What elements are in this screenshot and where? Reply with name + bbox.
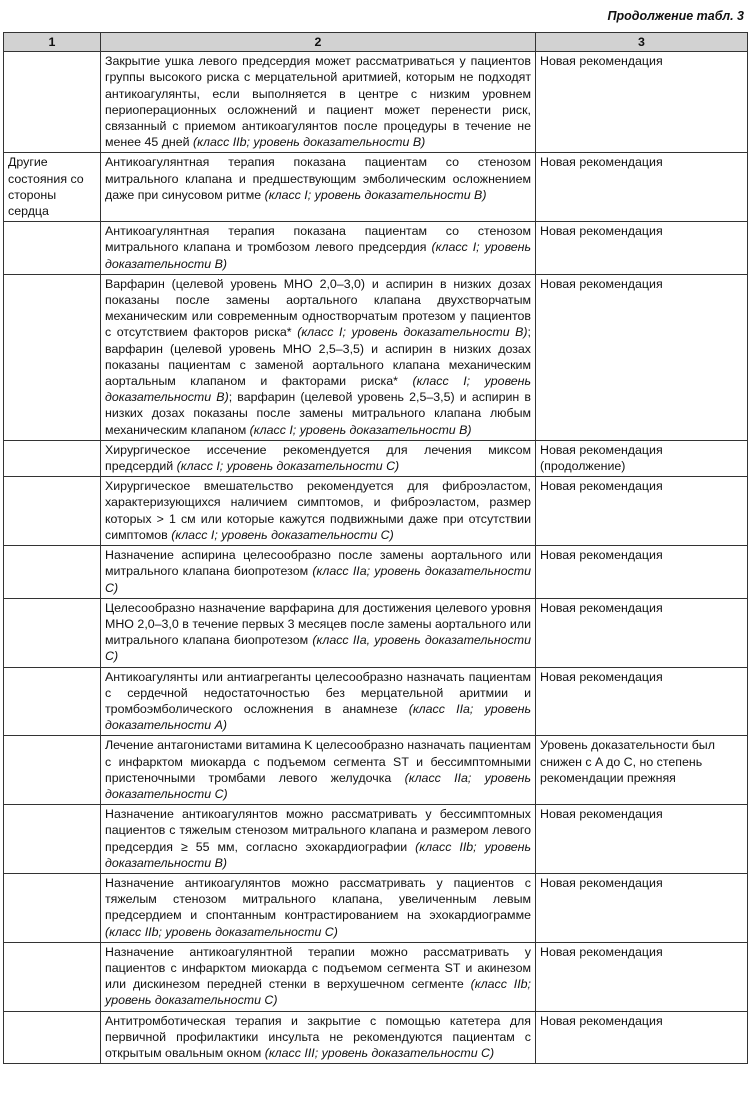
recommendation-text: Закрытие ушка левого предсердия может рассматриваться у пациентов группы высокого риска с мерцательной аритмией, которым не подходят антикоагулянты, если выполняется в центре с низким уровнем периоперационных осложнений и пациент может перенести риск, связанный с приемом антикоагулянтов после процедуры в течение не менее 45 дней xyxy=(105,54,531,150)
recommendation-text: Хирургическое вмешательство рекомендуется для фиброэластом, характеризующихся наличием симптомов, и фиброэластом, размер которых > 1 см или которые кажутся подвижными даже при отсутствии симптомов xyxy=(105,479,531,542)
recommendation-text: Антитромботическая терапия и закрытие с помощью катетера для первичной профилактики инсульта не рекомендуются пациентам с открытым овальным окном xyxy=(105,1013,531,1060)
recommendation-text: Хирургическое иссечение рекомендуется для лечения миксом предсердий xyxy=(105,442,531,474)
recommendation-text: Антикоагулянты или антиагреганты целесообразно назначать пациентам с сердечной недостаточностью без мерцательной аритмии и тромбоэмболического осложнения в анамнезе xyxy=(105,669,531,716)
evidence-level: (класс IIb; уровень доказательности B) xyxy=(105,839,531,870)
evidence-level: (класс I; уровень доказательности C) xyxy=(176,459,400,474)
evidence-level: (класс IIa; уровень доказательности A) xyxy=(105,701,531,733)
evidence-level: (класс I; уровень доказательности B) xyxy=(105,374,531,405)
table-row xyxy=(4,873,748,942)
status-cell: Новая рекомендация xyxy=(536,805,748,874)
status-cell: Новая рекомендация xyxy=(536,873,748,942)
recommendation-text: ; варфарин (целевой уровень МНО 2,5–3,5) и аспирин в низких дозах показаны пациентам с заменой аортального клапана механическим аортальным клапаном и факторами риска* xyxy=(105,325,531,389)
recommendation-text: ; варфарин (целевой уровень 2,5–3,5) и аспирин в низких дозах показаны после замены митрального клапана любым механическим клапаном xyxy=(105,390,531,437)
evidence-level: (класс III; уровень доказательности C) xyxy=(264,1045,495,1060)
recommendation-text: Антикоагулянтная терапия показана пациентам со стенозом митрального клапана и тромбозом левого предсердия xyxy=(105,224,531,255)
column-header-1: 1 xyxy=(4,33,101,52)
table-row xyxy=(4,736,748,805)
evidence-level: (класс I; уровень доказательности C) xyxy=(171,527,394,542)
table-row xyxy=(4,667,748,736)
recommendation-text: Назначение антикоагулянтов можно рассматривать у бессимптомных пациентов с тяжелым стенозом митрального клапана и размером левого предсердия ≥ 55 мм, согласно эхокардиографии xyxy=(105,807,531,854)
evidence-level: (класс IIb; уровень доказательности B) xyxy=(193,135,426,150)
category-cell xyxy=(4,1011,101,1064)
evidence-level: (класс IIa; уровень доказательности C) xyxy=(105,564,531,595)
table-row xyxy=(4,274,748,440)
status-cell: Новая рекомендация xyxy=(536,477,748,546)
recommendation-cell xyxy=(101,274,536,440)
table-row xyxy=(4,1011,748,1064)
recommendation-cell xyxy=(101,1011,536,1064)
table-row xyxy=(4,546,748,599)
evidence-level: (класс I; уровень доказательности B) xyxy=(264,187,487,202)
recommendation-cell xyxy=(101,440,536,476)
status-cell: Уровень доказательности был снижен с A до C, но степень рекомендации прежняя xyxy=(536,736,748,805)
recommendation-cell xyxy=(101,546,536,599)
evidence-level: (класс IIa; уровень доказательности C) xyxy=(105,770,531,801)
category-cell xyxy=(4,222,101,275)
category-cell xyxy=(4,477,101,546)
recommendation-text: Назначение антикоагулянтной терапии можно рассматривать у пациентов с инфарктом миокарда с подъемом сегмента ST и акинезом или дискинезом передней стенки в верхушечном сегменте xyxy=(105,944,531,992)
table-row xyxy=(4,52,748,153)
category-cell: Другие состояния со стороны сердца xyxy=(4,153,101,222)
recommendation-text: Целесообразно назначение варфарина для достижения целевого уровня МНО 2,0–3,0 в течение первых 3 месяцев после замены аортального или митрального клапана биопротезом xyxy=(105,600,531,648)
table-body xyxy=(4,52,748,1064)
status-cell: Новая рекомендация xyxy=(536,1011,748,1064)
category-cell xyxy=(4,52,101,153)
status-cell: Новая рекомендация xyxy=(536,546,748,599)
recommendation-cell xyxy=(101,598,536,667)
table-row xyxy=(4,440,748,476)
category-cell xyxy=(4,736,101,805)
recommendation-cell xyxy=(101,477,536,546)
recommendation-cell xyxy=(101,736,536,805)
recommendation-cell xyxy=(101,805,536,874)
recommendation-text: Назначение антикоагулянтов можно рассматривать у пациентов с тяжелым стенозом митрального клапана, увеличенным левым предсердием и спонтанным контрастированием на эхокардиограмме xyxy=(105,875,531,923)
recommendation-cell xyxy=(101,52,536,153)
evidence-level: (класс I; уровень доказательности B) xyxy=(105,240,531,271)
status-cell: Новая рекомендация xyxy=(536,274,748,440)
recommendation-text: Лечение антагонистами витамина K целесообразно назначать пациентам с инфарктом миокарда с подъемом сегмента ST и бессимптомными пристеночными тромбами левого желудочка xyxy=(105,738,531,785)
evidence-level: (класс IIb; уровень доказательности C) xyxy=(105,977,531,1008)
recommendation-text: Варфарин (целевой уровень МНО 2,0–3,0) и аспирин в низких дозах показаны после замены аортального клапана двухстворчатым механическим или современным одностворчатым протезом у пациентов с отсутствием факторов риска* xyxy=(105,276,531,340)
table-row xyxy=(4,477,748,546)
recommendation-cell xyxy=(101,153,536,222)
table-row xyxy=(4,222,748,275)
recommendation-text: Назначение аспирина целесообразно после замены аортального или митрального клапана биопротезом xyxy=(105,548,531,579)
status-cell: Новая рекомендация xyxy=(536,667,748,736)
recommendation-cell xyxy=(101,942,536,1011)
status-cell: Новая рекомендация xyxy=(536,942,748,1011)
table-caption: Продолжение табл. 3 xyxy=(607,9,744,23)
table-row xyxy=(4,153,748,222)
status-cell: Новая рекомендация xyxy=(536,52,748,153)
recommendation-cell xyxy=(101,667,536,736)
category-cell xyxy=(4,873,101,942)
table-row xyxy=(4,805,748,874)
status-cell: Новая рекомендация xyxy=(536,222,748,275)
recommendation-cell xyxy=(101,222,536,275)
evidence-level: (класс I; уровень доказательности B) xyxy=(297,325,528,340)
recommendations-table xyxy=(3,32,748,1064)
category-cell xyxy=(4,942,101,1011)
evidence-level: (класс IIb; уровень доказательности C) xyxy=(105,924,338,939)
category-cell xyxy=(4,598,101,667)
category-cell xyxy=(4,440,101,476)
table-header-row xyxy=(4,33,748,52)
evidence-level: (класс IIa, уровень доказательности C) xyxy=(105,633,531,664)
category-cell xyxy=(4,667,101,736)
recommendation-text: Антикоагулянтная терапия показана пациентам со стенозом митрального клапана и предшествующим эмболическим осложнением даже при синусовом ритме xyxy=(105,155,531,202)
category-cell xyxy=(4,274,101,440)
category-cell xyxy=(4,546,101,599)
table-row xyxy=(4,942,748,1011)
category-cell xyxy=(4,805,101,874)
status-cell: Новая рекомендация xyxy=(536,598,748,667)
status-cell: Новая рекомендация (продолжение) xyxy=(536,440,748,476)
evidence-level: (класс I; уровень доказательности B) xyxy=(249,422,472,437)
column-header-3: 3 xyxy=(536,33,748,52)
recommendation-cell xyxy=(101,873,536,942)
column-header-2: 2 xyxy=(101,33,536,52)
table-row xyxy=(4,598,748,667)
status-cell: Новая рекомендация xyxy=(536,153,748,222)
